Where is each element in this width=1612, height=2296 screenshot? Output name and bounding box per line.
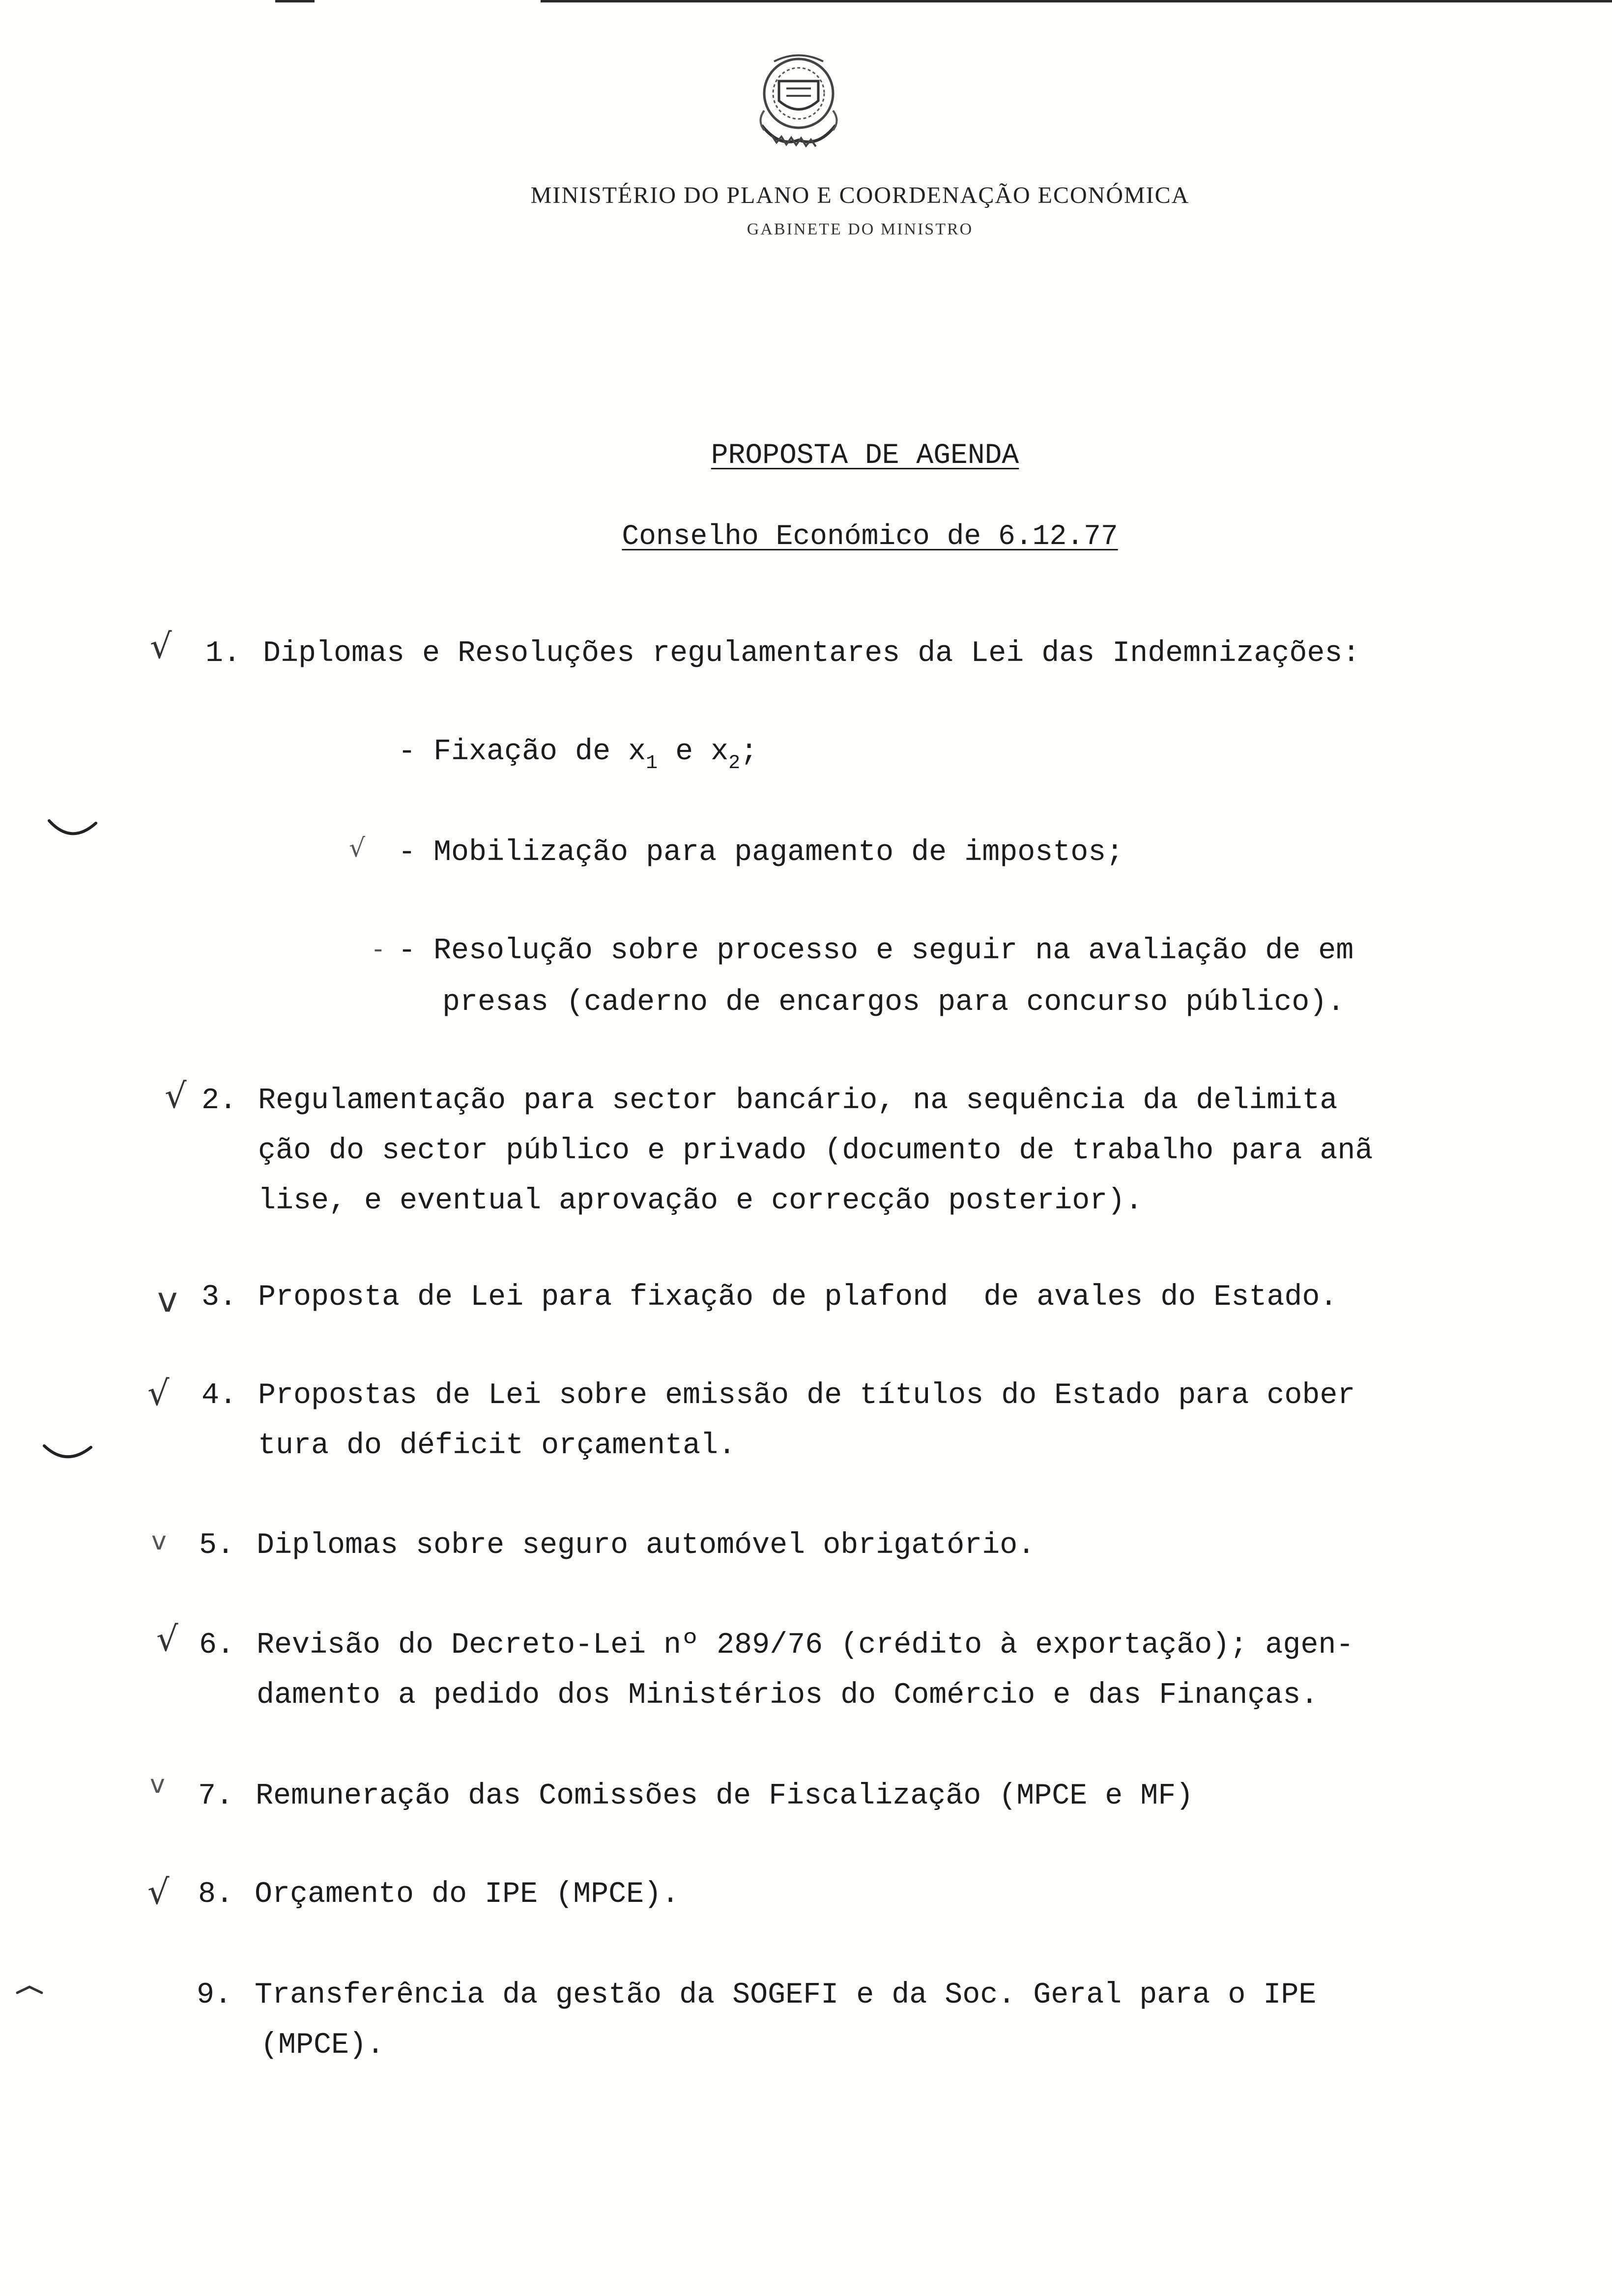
item1-number: 1.: [205, 637, 241, 670]
item1-text: Diplomas e Resoluções regulamentares da Lei das Indemnizações:: [263, 637, 1360, 670]
cabinet-name: GABINETE DO MINISTRO: [747, 220, 974, 238]
margin-pencil-mark: [44, 816, 103, 845]
checkmark-item5: v: [151, 1526, 167, 1556]
item7-line1: Remuneração das Comissões de Fiscalização (MPCE e MF): [256, 1779, 1194, 1813]
checkmark-item1: √: [150, 626, 172, 666]
item1-sub2: - Mobilização para pagamento de impostos;: [398, 836, 1124, 869]
item5-line1: Diplomas sobre seguro automóvel obrigatório.: [257, 1529, 1036, 1562]
item6-number: 6.: [199, 1629, 235, 1662]
item2-line2: ção do sector público e privado (documento de trabalho para anã: [258, 1134, 1373, 1168]
margin-pencil-mark: [15, 1983, 44, 1998]
item2-line1: Regulamentação para sector bancário, na sequência da delimita: [258, 1084, 1338, 1118]
item8-number: 8.: [198, 1878, 234, 1911]
checkmark-item7: v: [150, 1770, 165, 1799]
margin-pencil-mark: [39, 1440, 98, 1469]
item4-line1: Propostas de Lei sobre emissão de títulos do Estado para cober: [258, 1379, 1355, 1412]
item4-number: 4.: [202, 1379, 237, 1412]
coat-of-arms-seal: [745, 52, 853, 160]
item9-line2: (MPCE).: [260, 2029, 385, 2062]
document-title: PROPOSTA DE AGENDA: [711, 440, 1019, 472]
item2-number: 2.: [202, 1084, 237, 1118]
checkmark-sub3: -: [374, 934, 383, 964]
document-subtitle: Conselho Económico de 6.12.77: [622, 521, 1118, 553]
checkmark-item6: √: [156, 1619, 178, 1659]
top-rule-right: [541, 0, 1612, 2]
item1-sub3-line2: presas (caderno de encargos para concurso público).: [442, 986, 1345, 1019]
checkmark-item4: √: [147, 1373, 170, 1413]
checkmark-item8: √: [147, 1872, 170, 1912]
item6-line1: Revisão do Decreto-Lei nº 289/76 (crédito à exportação); agen-: [257, 1629, 1354, 1662]
item1-sub1: - Fixação de $x_1$ e $x_2$;: [398, 735, 758, 775]
item9-line1: Transferência da gestão da SOGEFI e da Soc. Geral para o IPE: [255, 1979, 1317, 2012]
top-rule-left: [275, 0, 315, 2]
checkmark-item3: v: [157, 1280, 178, 1320]
item8-line1: Orçamento do IPE (MPCE).: [255, 1878, 680, 1911]
item3-number: 3.: [202, 1281, 237, 1314]
ministry-name: MINISTÉRIO DO PLANO E COORDENAÇÃO ECONÓMICA: [530, 182, 1190, 208]
item7-number: 7.: [198, 1779, 234, 1813]
item2-line3: lise, e eventual aprovação e correcção posterior).: [258, 1184, 1143, 1218]
checkmark-sub2: √: [349, 833, 366, 863]
item9-number: 9.: [197, 1979, 232, 2012]
item6-line2: damento a pedido dos Ministérios do Comércio e das Finanças.: [257, 1679, 1319, 1712]
checkmark-item2: √: [165, 1076, 187, 1116]
item1-sub3-line1: - Resolução sobre processo e seguir na avaliação de em: [398, 934, 1354, 968]
item4-line2: tura do déficit orçamental.: [258, 1429, 736, 1463]
item5-number: 5.: [199, 1529, 235, 1562]
item3-line1: Proposta de Lei para fixação de plafond de avales do Estado.: [258, 1281, 1338, 1314]
